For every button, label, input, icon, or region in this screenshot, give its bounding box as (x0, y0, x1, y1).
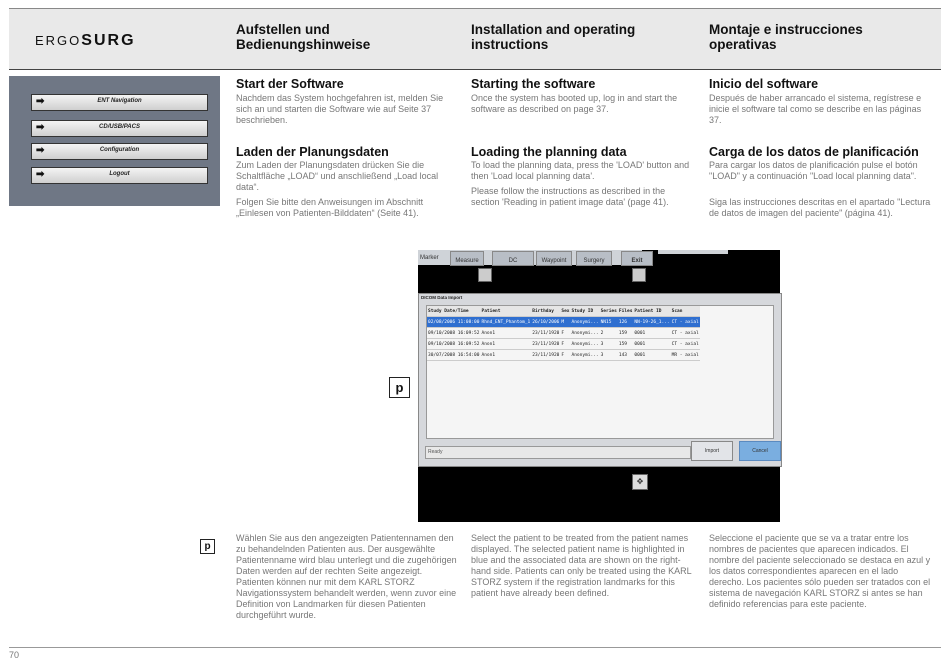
dialog-title: DICOM Data Import (421, 295, 463, 300)
marker-p-small: p (200, 539, 215, 554)
es-load-title: Carga de los datos de planificación (709, 145, 919, 159)
move-icon[interactable]: ✥ (632, 474, 648, 490)
table-row[interactable] (427, 317, 700, 328)
table-cell: F (560, 328, 570, 339)
de-load-body-2: Folgen Sie bitte den Anweisungen im Abschnitt „Einlesen von Patienten-Bilddaten“ (Seite 41). (236, 197, 424, 218)
table-cell: Anonymi... (571, 339, 600, 350)
status-field: Ready (425, 446, 691, 459)
table-cell: 2 (600, 328, 618, 339)
table-cell: Anonymi... (571, 350, 600, 361)
page-number: 70 (9, 650, 20, 660)
menu-item-configuration[interactable]: ➡ Configuration (31, 143, 208, 160)
table-cell: F (560, 339, 570, 350)
table-cell: Anonymi... (571, 328, 600, 339)
footer-rule (9, 647, 941, 648)
table-cell: Anon1 (480, 328, 531, 339)
menu-item-ent-navigation[interactable]: ➡ ENT Navigation (31, 94, 208, 111)
column-header[interactable]: Files (618, 306, 634, 317)
menu-item-cd-usb-pacs[interactable]: ➡ CD/USB/PACS (31, 120, 208, 137)
en-start-title: Starting the software (471, 77, 596, 91)
table-cell: 0001 (633, 350, 670, 361)
table-cell: 126 (618, 317, 634, 328)
table-cell: 09/10/2008 16:09:52 (427, 328, 480, 339)
table-cell: Anon1 (480, 350, 531, 361)
table-cell: M (560, 317, 570, 328)
es-load-body-2: Siga las instrucciones descritas en el apartado "Lectura de datos de imagen del paciente" (página 41). (709, 197, 931, 218)
table-cell: CT - axial (671, 328, 700, 339)
table-cell: 3 (600, 339, 618, 350)
patient-table-area (426, 305, 774, 439)
toolbar-measure[interactable]: Measure (450, 251, 484, 266)
grid-icon[interactable] (478, 268, 492, 282)
de-load-title: Laden der Planungsdaten (236, 145, 389, 159)
en-load-title: Loading the planning data (471, 145, 627, 159)
toolbar-exit[interactable]: Exit (621, 251, 653, 266)
table-cell: F (560, 350, 570, 361)
table-cell: 02/08/2006 11:08:00 (427, 317, 480, 328)
table-cell: Anonymi... (571, 317, 600, 328)
es-start-title: Inicio del software (709, 77, 819, 91)
column-heading-es: Montaje e instrucciones operativas (709, 22, 863, 52)
table-cell: Rhnd_ENT_Phantom_1 (480, 317, 531, 328)
column-header[interactable]: Sex (560, 306, 570, 317)
table-cell: 09/10/2008 16:09:52 (427, 339, 480, 350)
toolbar-extension (658, 250, 728, 254)
column-heading-en: Installation and operating instructions (471, 22, 636, 52)
de-load-body-1: Zum Laden der Planungsdaten drücken Sie die Schaltfläche „LOAD“ und anschließend „Load local data“. (236, 160, 439, 192)
table-row[interactable] (427, 328, 700, 339)
table-cell: MR - axial (671, 350, 700, 361)
table-cell: 26/10/2006 (531, 317, 560, 328)
es-start-body: Después de haber arrancado el sistema, regístrese e inicie el software tal como se describe en las páginas 37. (709, 93, 922, 125)
column-header[interactable]: Study Date/Time (427, 306, 480, 317)
table-cell: 3 (600, 350, 618, 361)
table-cell: CT - axial (671, 317, 700, 328)
navigation-menu-screenshot (9, 76, 220, 206)
de-start-body: Nachdem das System hochgefahren ist, melden Sie sich an und starten die Software wie auf Seite 37 beschrieben. (236, 93, 444, 125)
table-cell: 159 (618, 328, 634, 339)
ergosurg-logo: ERGOSURG (35, 32, 136, 49)
patient-table (427, 306, 700, 361)
dicom-import-dialog (418, 293, 782, 467)
en-start-body: Once the system has booted up, log in and start the software as described on page 37. (471, 93, 678, 114)
cancel-button[interactable]: Cancel (739, 441, 781, 461)
column-heading-de: Aufstellen und Bedienungshinweise (236, 22, 371, 52)
arrow-right-icon: ➡ (36, 122, 45, 133)
marker-p-box: p (389, 377, 410, 398)
dicom-import-screenshot (418, 250, 780, 522)
toolbar-waypoint[interactable]: Waypoint (536, 251, 572, 266)
import-button[interactable]: Import (691, 441, 733, 461)
table-cell: 23/11/1920 (531, 328, 560, 339)
table-cell: NN15 (600, 317, 618, 328)
arrow-right-icon: ➡ (36, 169, 45, 180)
table-cell: 159 (618, 339, 634, 350)
de-select-body: Wählen Sie aus den angezeigten Patientennamen den zu behandelnden Patienten aus. Der ausgewählte Patientenname wird blau unterlegt und die zugehörigen Daten werden auf der rechten Seite angezeigt. Patienten können nur mit dem KARL STORZ Navigationssystem behandelt werden, wenn zuvor eine Definition von Landmarken für diesen Patienten durchgeführt wurde. (236, 533, 457, 620)
table-cell: 23/11/1920 (531, 339, 560, 350)
table-cell: 23/11/1920 (531, 350, 560, 361)
column-header[interactable]: Study ID (571, 306, 600, 317)
table-cell: 30/07/2008 16:54:00 (427, 350, 480, 361)
grid-icon[interactable] (632, 268, 646, 282)
column-header[interactable]: Scan (671, 306, 700, 317)
toolbar-dc[interactable]: DC (492, 251, 534, 266)
de-start-title: Start der Software (236, 77, 344, 91)
toolbar-marker[interactable]: Marker (420, 255, 439, 261)
table-cell: 0001 (633, 339, 670, 350)
column-header[interactable]: Birthday (531, 306, 560, 317)
column-header[interactable]: Patient ID (633, 306, 670, 317)
table-cell: 143 (618, 350, 634, 361)
toolbar-surgery[interactable]: Surgery (576, 251, 612, 266)
arrow-right-icon: ➡ (36, 96, 45, 107)
menu-item-logout[interactable]: ➡ Logout (31, 167, 208, 184)
column-header[interactable]: Patient (480, 306, 531, 317)
table-cell: NN-19-26_1... (633, 317, 670, 328)
en-load-body-1: To load the planning data, press the 'LOAD' button and then 'Load local planning data'. (471, 160, 690, 181)
table-cell: Anon1 (480, 339, 531, 350)
es-load-body-1: Para cargar los datos de planificación pulse el botón "LOAD" y a continuación "Load local planning data". (709, 160, 918, 181)
table-row[interactable] (427, 339, 700, 350)
software-toolbar (418, 250, 642, 265)
table-cell: CT - axial (671, 339, 700, 350)
es-select-body: Seleccione el paciente que se va a tratar entre los nombres de pacientes que aparecen indicados. El nombre del paciente seleccionado se destaca en azul y los datos correspondientes aparecen en el lado derecho. Los pacientes sólo pueden ser tratados con el sistema de navegación KARL STORZ si antes se han definido referencias para este paciente. (709, 533, 931, 609)
table-cell: 0001 (633, 328, 670, 339)
column-header[interactable]: Series (600, 306, 618, 317)
en-select-body: Select the patient to be treated from the patient names displayed. The selected patient name is highlighted in blue and the associated data are shown on the right-hand side. Patients can only be treated using the KARL STORZ system if the registration landmarks for this patient have already been defined. (471, 533, 692, 598)
table-row[interactable] (427, 350, 700, 361)
en-load-body-2: Please follow the instructions as described in the section 'Reading in patient image data' (page 41). (471, 186, 669, 207)
arrow-right-icon: ➡ (36, 145, 45, 156)
